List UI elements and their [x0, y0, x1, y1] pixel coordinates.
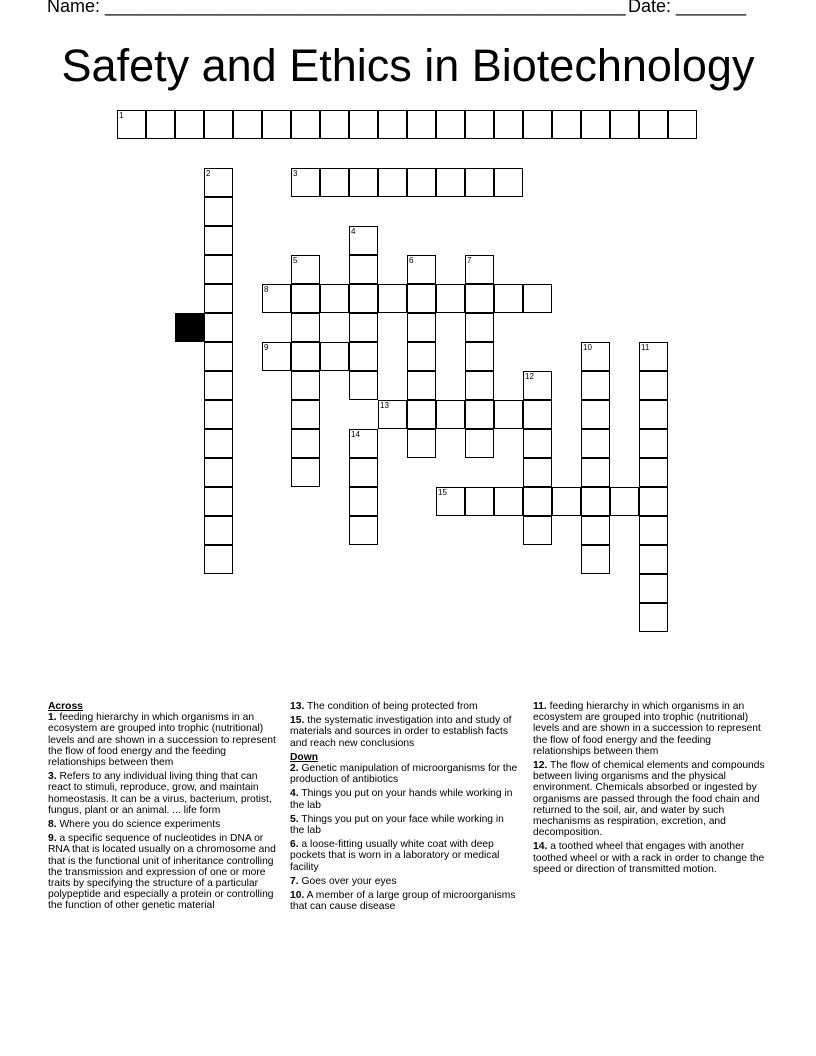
- grid-cell[interactable]: [320, 342, 349, 371]
- grid-cell[interactable]: [552, 110, 581, 139]
- grid-cell[interactable]: [204, 226, 233, 255]
- grid-cell[interactable]: [407, 400, 436, 429]
- clue-number-label: 4: [351, 227, 356, 236]
- grid-cell[interactable]: [494, 168, 523, 197]
- clue-item: [290, 715, 518, 749]
- clue-item: [290, 876, 518, 887]
- grid-cell[interactable]: [407, 284, 436, 313]
- grid-cell[interactable]: [204, 168, 233, 197]
- clue-item: [533, 701, 767, 757]
- clue-number-label: 13: [380, 401, 389, 410]
- grid-cell[interactable]: [581, 516, 610, 545]
- clues-column-2: [290, 701, 518, 915]
- grid-cell[interactable]: [639, 487, 668, 516]
- clue-number: 5.: [290, 813, 299, 825]
- clue-text: feeding hierarchy in which organisms in an ecosystem are grouped into trophic (nutritional) levels and are shown in a succession to represent the flow of food energy and the feeding relationships between them: [48, 712, 276, 769]
- clue-number-label: 11: [641, 343, 650, 352]
- grid-cell[interactable]: [610, 110, 639, 139]
- grid-cell[interactable]: [204, 313, 233, 342]
- page-title: Safety and Ethics in Biotechnology: [61, 40, 755, 91]
- clues-column-3: [533, 701, 767, 878]
- clue-number-label: 15: [438, 488, 447, 497]
- clue-item: [290, 788, 518, 810]
- grid-cell[interactable]: [639, 342, 668, 371]
- clue-number-label: 5: [293, 256, 298, 265]
- grid-cell[interactable]: [436, 110, 465, 139]
- grid-cell[interactable]: [465, 429, 494, 458]
- clue-text: Genetic manipulation of microorganisms for the production of antibiotics: [290, 763, 518, 786]
- clue-number: 1.: [48, 712, 57, 724]
- grid-cell[interactable]: [291, 255, 320, 284]
- clue-number: 3.: [48, 771, 57, 783]
- clue-item: [48, 712, 280, 768]
- grid-cell[interactable]: [291, 284, 320, 313]
- grid-cell[interactable]: [436, 400, 465, 429]
- grid-cell[interactable]: [204, 197, 233, 226]
- grid-cell[interactable]: [349, 516, 378, 545]
- grid-cell[interactable]: [523, 429, 552, 458]
- grid-cell[interactable]: [494, 284, 523, 313]
- clue-item: [290, 814, 518, 836]
- grid-cell[interactable]: [378, 284, 407, 313]
- grid-cell[interactable]: [523, 516, 552, 545]
- grid-cell[interactable]: [204, 400, 233, 429]
- grid-cell[interactable]: [639, 429, 668, 458]
- down-heading: Down: [290, 751, 319, 763]
- grid-cell[interactable]: [436, 284, 465, 313]
- grid-cell[interactable]: [291, 313, 320, 342]
- grid-cell[interactable]: [639, 458, 668, 487]
- clue-text: a toothed wheel that engages with another toothed wheel or with a rack in order to change the speed or direction of transmitted motion.: [533, 841, 765, 875]
- grid-cell[interactable]: [581, 545, 610, 574]
- grid-cell[interactable]: [581, 487, 610, 516]
- grid-cell[interactable]: [581, 342, 610, 371]
- clue-text: The flow of chemical elements and compounds between living organisms and the physical environment. Chemicals absorbed or ingested by organisms are passed through the food chain and returned to the soil, air, and water by such mechanisms as respiration, excretion, and decomposition.: [533, 760, 765, 839]
- grid-cell[interactable]: [523, 284, 552, 313]
- clue-number-label: 3: [293, 169, 298, 178]
- grid-cell[interactable]: [639, 400, 668, 429]
- grid-cell[interactable]: [349, 371, 378, 400]
- grid-cell[interactable]: [523, 400, 552, 429]
- clue-item: [290, 890, 518, 912]
- grid-cell[interactable]: [465, 342, 494, 371]
- grid-cell[interactable]: [639, 574, 668, 603]
- grid-cell[interactable]: [349, 284, 378, 313]
- grid-cell[interactable]: [465, 400, 494, 429]
- grid-cell[interactable]: [581, 400, 610, 429]
- clue-text: Goes over your eyes: [301, 875, 397, 887]
- clue-number: 14.: [533, 841, 548, 853]
- grid-cell[interactable]: [523, 371, 552, 400]
- grid-cell[interactable]: [262, 284, 291, 313]
- grid-cell[interactable]: [117, 110, 146, 139]
- clue-text: Refers to any individual living thing that can react to stimuli, reproduce, grow, and maintain homeostasis. It can be a virus, bacterium, protist, fungus, plant or an animal. ... life form: [48, 771, 272, 816]
- grid-cell[interactable]: [233, 110, 262, 139]
- clue-number: 11.: [533, 701, 547, 712]
- grid-cell[interactable]: [349, 110, 378, 139]
- grid-cell[interactable]: [552, 487, 581, 516]
- grid-cell[interactable]: [668, 110, 697, 139]
- grid-cell[interactable]: [523, 487, 552, 516]
- clue-number-label: 12: [525, 372, 534, 381]
- grid-cell[interactable]: [349, 255, 378, 284]
- grid-cell[interactable]: [204, 545, 233, 574]
- clue-item: [48, 771, 280, 816]
- clue-number: 10.: [290, 890, 305, 902]
- grid-cell[interactable]: [378, 168, 407, 197]
- grid-cell[interactable]: [465, 168, 494, 197]
- clue-number: 15.: [290, 715, 305, 727]
- clue-text: feeding hierarchy in which organisms in an ecosystem are grouped into trophic (nutritional) levels and are shown in a succession to represent the flow of food energy and the feeding relationships between them: [533, 701, 761, 757]
- grid-cell[interactable]: [639, 516, 668, 545]
- grid-cell[interactable]: [407, 371, 436, 400]
- clue-text: Things you put on your face while working in the lab: [290, 813, 504, 837]
- grid-cell[interactable]: [407, 313, 436, 342]
- clue-number: 13.: [290, 701, 305, 712]
- black-cell: [175, 313, 204, 342]
- grid-cell[interactable]: [494, 487, 523, 516]
- grid-cell[interactable]: [581, 110, 610, 139]
- grid-cell[interactable]: [349, 168, 378, 197]
- clue-number: 12.: [533, 760, 548, 772]
- grid-cell[interactable]: [204, 487, 233, 516]
- grid-cell[interactable]: [436, 487, 465, 516]
- clue-number: 8.: [48, 819, 57, 831]
- clue-item: [290, 701, 518, 712]
- grid-cell[interactable]: [291, 458, 320, 487]
- grid-cell[interactable]: [349, 226, 378, 255]
- clue-text: The condition of being protected from: [307, 701, 478, 712]
- name-line: Name: ____________________________________________________: [47, 0, 626, 16]
- grid-cell[interactable]: [204, 255, 233, 284]
- grid-cell[interactable]: [204, 342, 233, 371]
- clue-item: [48, 833, 280, 911]
- grid-cell[interactable]: [465, 371, 494, 400]
- grid-cell[interactable]: [465, 313, 494, 342]
- clue-number-label: 2: [206, 169, 211, 178]
- clue-text: Things you put on your hands while working in the lab: [290, 788, 513, 811]
- grid-cell[interactable]: [610, 487, 639, 516]
- clue-number-label: 1: [119, 111, 124, 120]
- grid-cell[interactable]: [639, 545, 668, 574]
- grid-cell[interactable]: [639, 603, 668, 632]
- grid-cell[interactable]: [465, 110, 494, 139]
- grid-cell[interactable]: [407, 255, 436, 284]
- grid-cell[interactable]: [349, 429, 378, 458]
- clue-text: Where you do science experiments: [59, 819, 221, 831]
- clue-number-label: 8: [264, 285, 269, 294]
- grid-cell[interactable]: [291, 400, 320, 429]
- clue-item: [533, 760, 767, 838]
- grid-cell[interactable]: [204, 110, 233, 139]
- clue-item: [290, 839, 518, 873]
- grid-cell[interactable]: [204, 516, 233, 545]
- grid-cell[interactable]: [581, 458, 610, 487]
- clue-text: the systematic investigation into and study of materials and sources in order to establish facts and reach new conclusions: [290, 715, 512, 749]
- grid-cell[interactable]: [523, 110, 552, 139]
- clue-text: a specific sequence of nucleotides in DNA or RNA that is located usually on a chromosome and that is the functional unit of inheritance controlling the transmission and expression of one or more traits by specifying the structure of a particular polypeptide and especially a protein or controlling the function of other genetic material: [48, 833, 276, 912]
- grid-cell[interactable]: [349, 487, 378, 516]
- grid-cell[interactable]: [639, 371, 668, 400]
- grid-cell[interactable]: [378, 110, 407, 139]
- grid-cell[interactable]: [204, 371, 233, 400]
- grid-cell[interactable]: [262, 342, 291, 371]
- grid-cell[interactable]: [320, 284, 349, 313]
- grid-cell[interactable]: [291, 429, 320, 458]
- grid-cell[interactable]: [291, 168, 320, 197]
- grid-cell[interactable]: [291, 371, 320, 400]
- across-heading: Across: [48, 701, 83, 712]
- grid-cell[interactable]: [291, 110, 320, 139]
- clue-number-label: 7: [467, 256, 472, 265]
- grid-cell[interactable]: [581, 371, 610, 400]
- grid-cell[interactable]: [349, 458, 378, 487]
- grid-cell[interactable]: [204, 429, 233, 458]
- grid-cell[interactable]: [436, 168, 465, 197]
- grid-cell[interactable]: [407, 110, 436, 139]
- clue-number: 7.: [290, 875, 299, 887]
- grid-cell[interactable]: [494, 400, 523, 429]
- grid-cell[interactable]: [175, 110, 204, 139]
- grid-cell[interactable]: [465, 487, 494, 516]
- grid-cell[interactable]: [291, 342, 320, 371]
- grid-cell[interactable]: [349, 342, 378, 371]
- clue-number: 4.: [290, 788, 299, 800]
- grid-cell[interactable]: [378, 400, 407, 429]
- grid-cell[interactable]: [146, 110, 175, 139]
- clue-item: [48, 819, 280, 830]
- grid-cell[interactable]: [320, 110, 349, 139]
- date-line: Date: _______: [628, 0, 747, 16]
- grid-cell[interactable]: [204, 284, 233, 313]
- grid-cell[interactable]: [204, 458, 233, 487]
- clue-number: 6.: [290, 839, 299, 851]
- clue-item: [290, 763, 518, 785]
- clue-number-label: 10: [583, 343, 592, 352]
- clue-number-label: 6: [409, 256, 414, 265]
- clue-number-label: 14: [351, 430, 360, 439]
- clue-text: a loose-fitting usually white coat with deep pockets that is worn in a laboratory or medical facility: [290, 839, 500, 873]
- clue-number: 9.: [48, 833, 57, 845]
- grid-cell[interactable]: [407, 342, 436, 371]
- clue-text: A member of a large group of microorganisms that can cause disease: [290, 890, 516, 913]
- grid-cell[interactable]: [407, 168, 436, 197]
- grid-cell[interactable]: [407, 429, 436, 458]
- grid-cell[interactable]: [581, 429, 610, 458]
- grid-cell[interactable]: [320, 168, 349, 197]
- grid-cell[interactable]: [494, 110, 523, 139]
- grid-cell[interactable]: [349, 313, 378, 342]
- grid-cell[interactable]: [262, 110, 291, 139]
- grid-cell[interactable]: [465, 284, 494, 313]
- clue-number-label: 9: [264, 343, 269, 352]
- grid-cell[interactable]: [639, 110, 668, 139]
- grid-cell[interactable]: [465, 255, 494, 284]
- clue-item: [533, 841, 767, 875]
- grid-cell[interactable]: [523, 458, 552, 487]
- clue-number: 2.: [290, 763, 299, 775]
- clues-column-1: [48, 701, 280, 915]
